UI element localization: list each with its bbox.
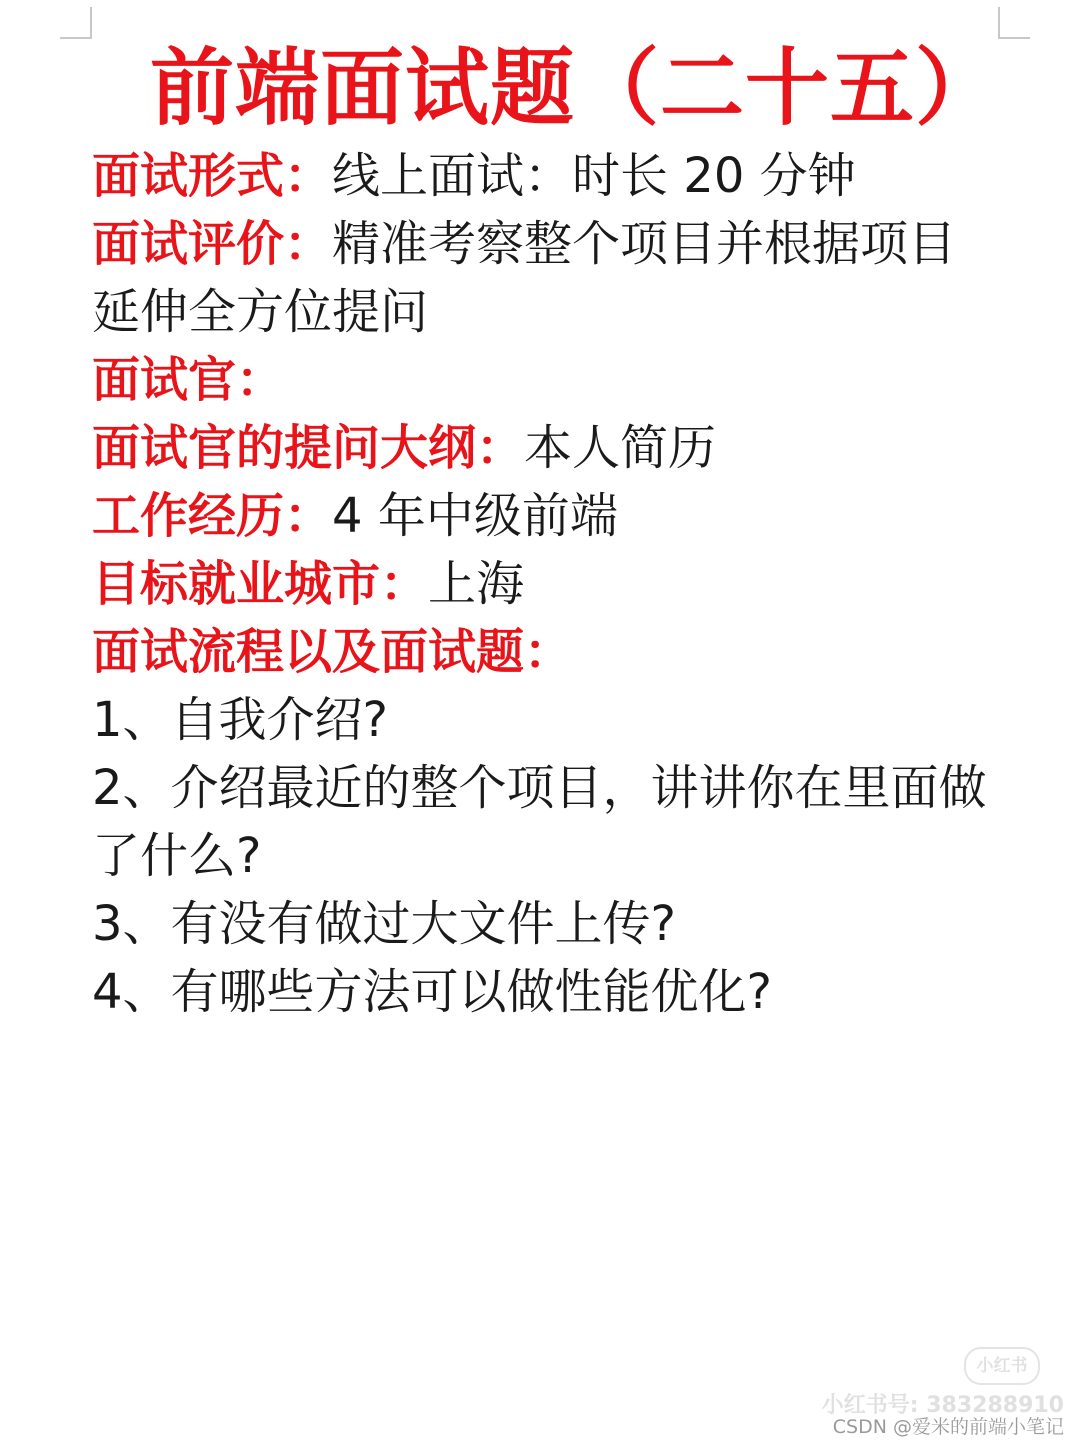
- document-body: [92, 142, 1002, 1026]
- field-label: 目标就业城市：: [92, 556, 429, 612]
- xiaohongshu-watermark-badge: 小红书: [964, 1347, 1040, 1385]
- field-label: 面试官：: [92, 352, 285, 408]
- field-question-outline: [92, 414, 1002, 482]
- question-item: 3、有没有做过大文件上传?: [92, 896, 677, 952]
- csdn-watermark: CSDN @爱米的前端小笔记: [832, 1416, 1064, 1438]
- field-work-experience: [92, 482, 1002, 550]
- field-label: 面试流程以及面试题：: [92, 624, 573, 680]
- field-label: 面试评价：: [92, 216, 333, 272]
- field-value: 4 年中级前端: [332, 488, 618, 544]
- field-value: 线上面试：时长 20 分钟: [332, 148, 856, 204]
- field-label: 工作经历：: [92, 488, 333, 544]
- field-interview-evaluation: [92, 210, 1002, 346]
- xiaohongshu-id-watermark: 小红书号: 383288910: [821, 1393, 1064, 1418]
- page-corner-mark-top-right: [998, 7, 1030, 39]
- field-value: 本人简历: [524, 420, 717, 476]
- field-label: 面试形式：: [92, 148, 333, 204]
- page-corner-mark-top-left: [60, 7, 92, 39]
- question-item: 2、介绍最近的整个项目，讲讲你在里面做了什么?: [92, 760, 987, 884]
- field-target-city: [92, 550, 1002, 618]
- field-value: 精准考察整个项目并根据项目延伸全方位提问: [92, 216, 957, 340]
- field-interviewer: [92, 346, 1002, 414]
- field-label: 面试官的提问大纲：: [92, 420, 525, 476]
- field-interview-format: [92, 142, 1002, 210]
- field-interview-process: [92, 618, 1002, 686]
- field-value: 上海: [428, 556, 525, 612]
- page-title: 前端面试题（二十五）: [150, 39, 1001, 137]
- question-item: 1、自我介绍?: [92, 692, 389, 748]
- question-item: 4、有哪些方法可以做性能优化?: [92, 964, 773, 1020]
